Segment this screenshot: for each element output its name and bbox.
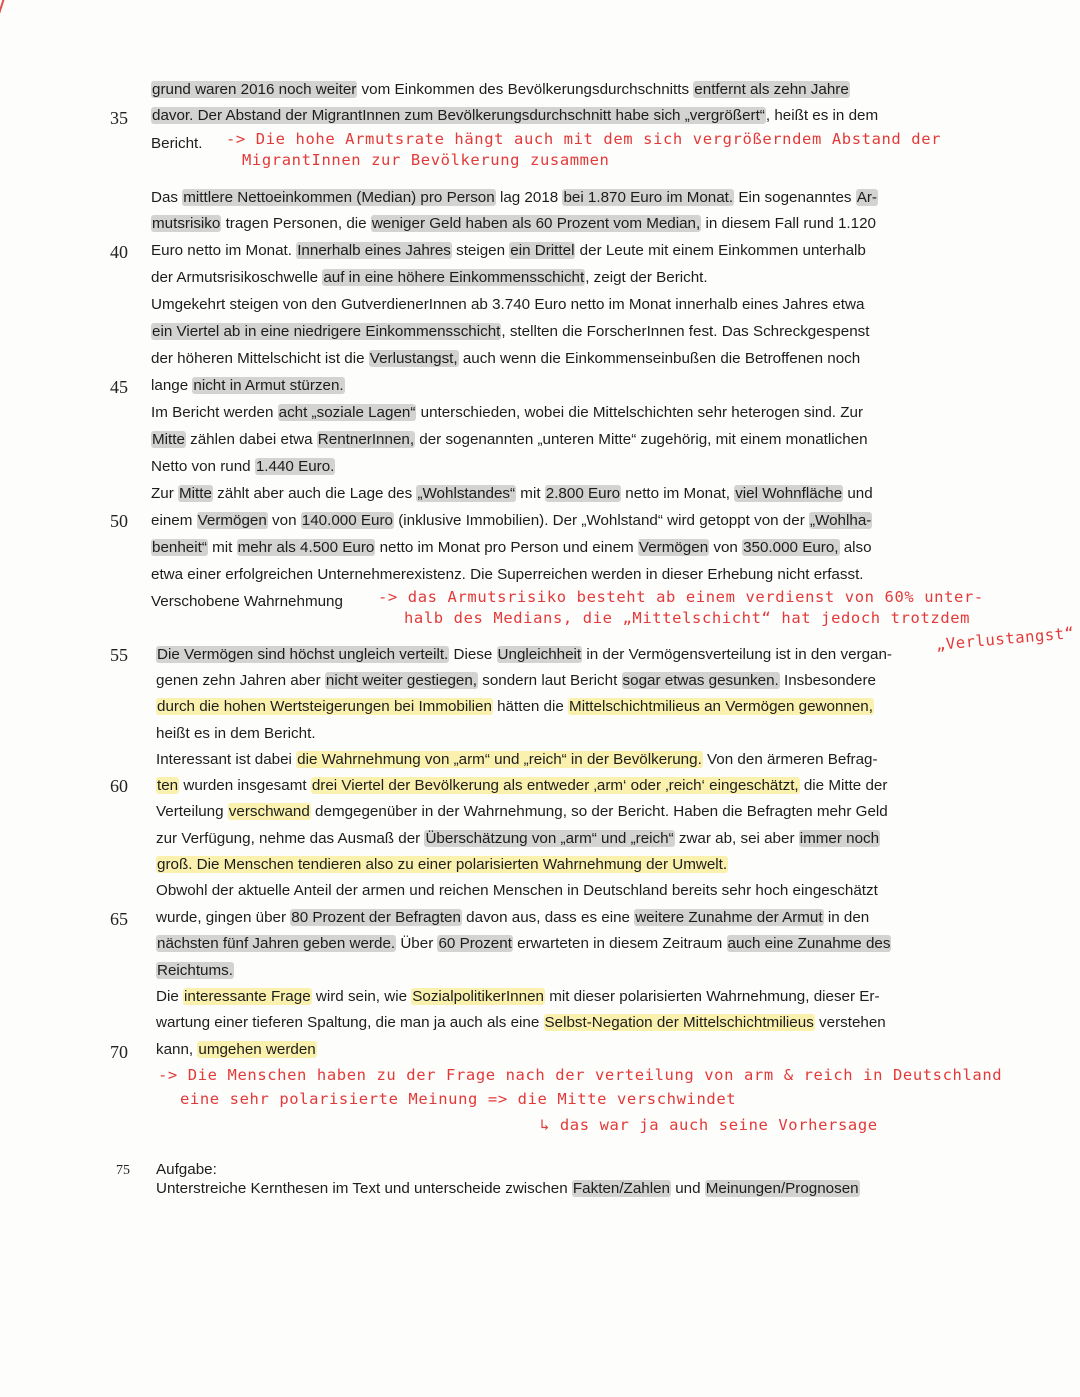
- text-line: etwa einer erfolgreichen Unternehmerexistenz. Die Superreichen werden in dieser Erhebung nicht erfasst.: [151, 566, 864, 583]
- text-line: der Armutsrisikoschwelle auf in eine höhere Einkommensschicht, zeigt der Bericht.: [151, 269, 708, 286]
- text-line: Netto von rund 1.440 Euro.: [151, 458, 335, 475]
- text-line: wartung einer tieferen Spaltung, die man ja auch als eine Selbst-Negation der Mittelschichtmilieus verstehen: [156, 1014, 886, 1031]
- text-line: wurde, gingen über 80 Prozent der Befragten davon aus, dass es eine weitere Zunahme der Armut in den: [156, 909, 870, 926]
- text-line: mutsrisiko tragen Personen, die weniger Geld haben als 60 Prozent vom Median, in diesem Fall rund 1.120: [152, 215, 876, 232]
- text-line: Die interessante Frage wird sein, wie SozialpolitikerInnen mit dieser polarisierten Wahrnehmung, dieser Er-: [156, 988, 880, 1005]
- text-line: ten wurden insgesamt drei Viertel der Bevölkerung als entweder ‚arm‘ oder ‚reich‘ eingeschätzt, die Mitte der: [157, 777, 888, 794]
- text-line: grund waren 2016 noch weiter vom Einkommen des Bevölkerungsdurchschnitts entfernt als zehn Jahre: [152, 81, 849, 98]
- section-heading: Verschobene Wahrnehmung: [151, 593, 343, 610]
- handwritten-note: -> Die hohe Armutsrate hängt auch mit dem sich vergrößerndem Abstand der: [226, 130, 942, 148]
- text-line: Obwohl der aktuelle Anteil der armen und reichen Menschen in Deutschland bereits sehr hoch eingeschätzt: [156, 882, 878, 899]
- line-number: 65: [110, 909, 128, 929]
- text-line: Euro netto im Monat. Innerhalb eines Jahres steigen ein Drittel der Leute mit einem Einkommen unterhalb: [151, 242, 866, 259]
- handwritten-note: -> Die Menschen haben zu der Frage nach der verteilung von arm & reich in Deutschland: [158, 1066, 1003, 1084]
- text-line: nächsten fünf Jahren geben werde. Über 60 Prozent erwarteten in diesem Zeitraum auch eine Zunahme des: [157, 935, 891, 952]
- text-line: groß. Die Menschen tendieren also zu einer polarisierten Wahrnehmung der Umwelt.: [157, 856, 728, 873]
- text-line: durch die hohen Wertsteigerungen bei Immobilien hätten die Mittelschichtmilieus an Vermögen gewonnen,: [157, 698, 873, 715]
- text-line: Zur Mitte zählt aber auch die Lage des „Wohlstandes“ mit 2.800 Euro netto im Monat, viel Wohnfläche und: [151, 485, 873, 502]
- line-number: 50: [110, 511, 128, 531]
- text-line: Verteilung verschwand demgegenüber in der Wahrnehmung, so der Bericht. Haben die Befragten mehr Geld: [156, 803, 888, 820]
- handwritten-note: MigrantInnen zur Bevölkerung zusammen: [242, 151, 610, 169]
- text-line: einem Vermögen von 140.000 Euro (inklusive Immobilien). Der „Wohlstand“ wird getoppt von der „Wohlha-: [151, 512, 872, 529]
- line-number: 55: [110, 645, 128, 665]
- text-line: benheit“ mit mehr als 4.500 Euro netto im Monat pro Person und einem Vermögen von 350.000 Euro, also: [152, 539, 872, 556]
- line-number: 70: [110, 1042, 128, 1062]
- handwritten-note: halb des Medians, die „Mittelschicht“ hat jedoch trotzdem: [404, 609, 971, 627]
- text-line: zur Verfügung, nehme das Ausmaß der Überschätzung von „arm“ und „reich“ zwar ab, sei aber immer noch: [156, 830, 880, 847]
- text-line: ein Viertel ab in eine niedrigere Einkommensschicht, stellten die ForscherInnen fest. Das Schreckgespenst: [152, 323, 870, 340]
- text-line: Interessant ist dabei die Wahrnehmung von „arm“ und „reich“ in der Bevölkerung. Von den ärmeren Befrag-: [156, 751, 878, 768]
- handwritten-note: eine sehr polarisierte Meinung => die Mitte verschwindet: [180, 1090, 737, 1108]
- task-heading: Aufgabe:: [156, 1161, 217, 1178]
- line-number: 75: [116, 1163, 130, 1178]
- text-line: davor. Der Abstand der MigrantInnen zum Bevölkerungsdurchschnitt habe sich „vergrößert“, heißt es in dem: [152, 107, 879, 124]
- line-number: 40: [110, 242, 128, 262]
- text-line: Das mittlere Nettoeinkommen (Median) pro Person lag 2018 bei 1.870 Euro im Monat. Ein sogenanntes Ar-: [151, 189, 877, 206]
- handwritten-note: „Verlustangst“: [935, 623, 1076, 654]
- line-number: 45: [110, 377, 128, 397]
- text-line: der höheren Mittelschicht ist die Verlustangst, auch wenn die Einkommenseinbußen die Betroffenen noch: [151, 350, 861, 367]
- handwritten-note: -> das Armutsrisiko besteht ab einem verdienst von 60% unter-: [378, 588, 984, 606]
- line-number: 60: [110, 776, 128, 796]
- text-line: heißt es in dem Bericht.: [156, 725, 316, 742]
- text-line: Reichtums.: [157, 962, 233, 979]
- text-line: kann, umgehen werden: [156, 1041, 316, 1058]
- text-line: Bericht.: [151, 135, 203, 152]
- text-line: Mitte zählen dabei etwa RentnerInnen, der sogenannten „unteren Mitte“ zugehörig, mit einem monatlichen: [152, 431, 868, 448]
- text-line: lange nicht in Armut stürzen.: [151, 377, 344, 394]
- text-line: Im Bericht werden acht „soziale Lagen“ unterschieden, wobei die Mittelschichten sehr heterogen sind. Zur: [151, 404, 863, 421]
- line-number: 35: [110, 108, 128, 128]
- text-line: Die Vermögen sind höchst ungleich verteilt. Diese Ungleichheit in der Vermögensverteilung ist in den vergan-: [157, 646, 892, 663]
- task-text: Unterstreiche Kernthesen im Text und unterscheide zwischen Fakten/Zahlen und Meinungen/Prognosen: [156, 1180, 859, 1197]
- handwritten-note: ↳ das war ja auch seine Vorhersage: [540, 1116, 878, 1134]
- text-line: genen zehn Jahren aber nicht weiter gestiegen, sondern laut Bericht sogar etwas gesunken. Insbesondere: [156, 672, 877, 689]
- corner-pen-mark: [0, 0, 10, 17]
- text-line: Umgekehrt steigen von den GutverdienerInnen ab 3.740 Euro netto im Monat innerhalb eines Jahres etwa: [151, 296, 865, 313]
